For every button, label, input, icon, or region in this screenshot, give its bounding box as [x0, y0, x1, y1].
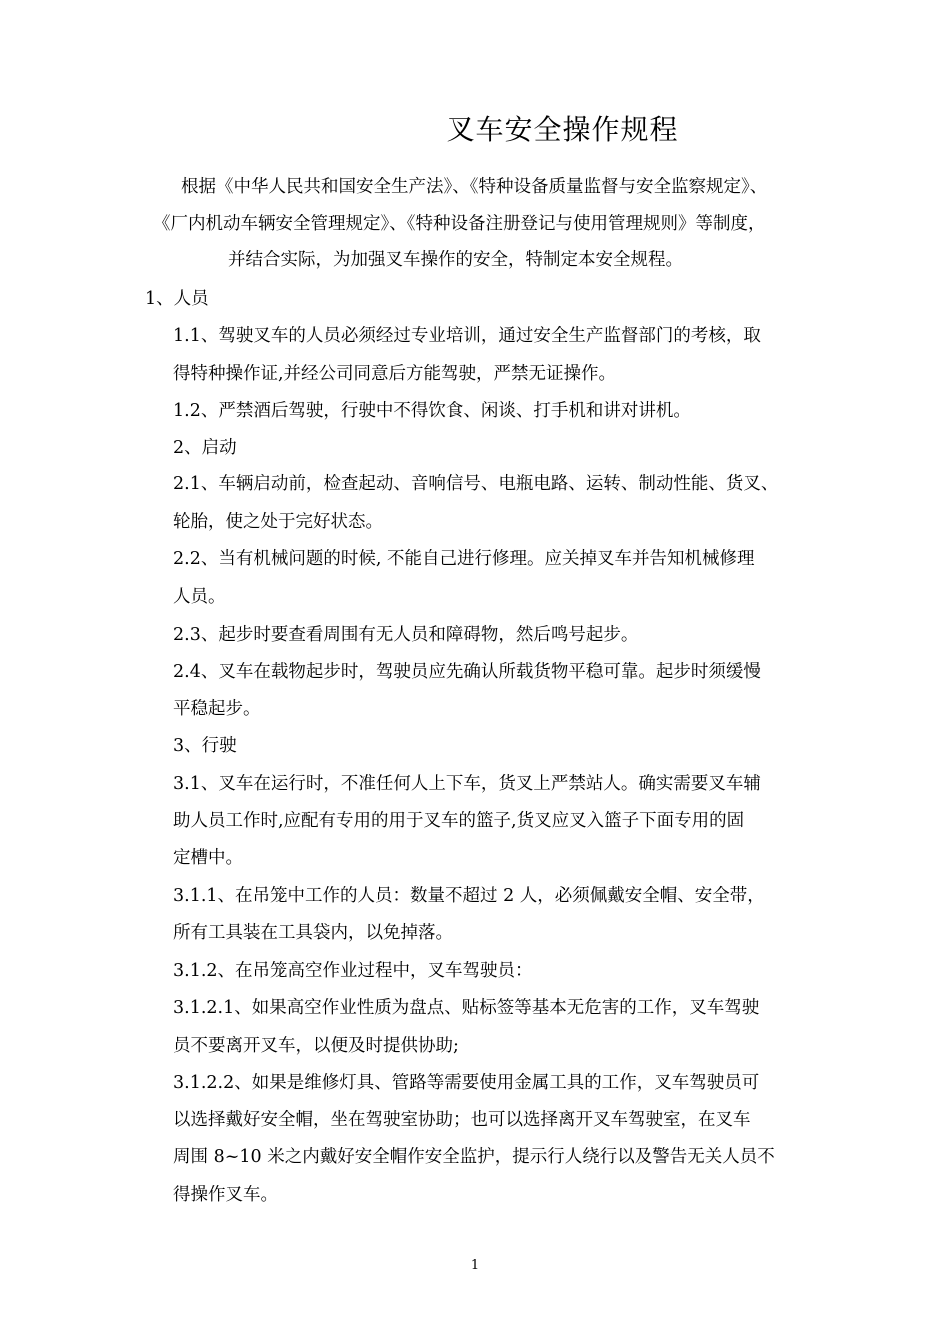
intro-line-2: 《厂内机动车辆安全管理规定》、《特种设备注册登记与使用管理规则》等制度，	[153, 214, 766, 234]
body-line: 所有工具装在工具袋内，以免掉落。	[173, 923, 453, 943]
body-line: 2.1、车辆启动前，检查起动、音响信号、电瓶电路、运转、制动性能、货叉、	[173, 474, 779, 494]
body-line: 3.1.2.2、如果是维修灯具、管路等需要使用金属工具的工作，叉车驾驶员可	[173, 1073, 760, 1093]
body-line: 平稳起步。	[173, 699, 261, 719]
body-line: 得操作叉车。	[173, 1185, 278, 1205]
body-line: 3.1.2、在吊笼高空作业过程中，叉车驾驶员：	[173, 961, 533, 981]
intro-line-3: 并结合实际，为加强叉车操作的安全，特制定本安全规程。	[228, 250, 683, 270]
body-line: 定槽中。	[173, 848, 243, 868]
body-line: 3.1.2.1、如果高空作业性质为盘点、贴标签等基本无危害的工作，叉车驾驶	[173, 998, 760, 1018]
document-title: 叉车安全操作规程	[446, 113, 679, 146]
body-line: 人员。	[173, 587, 226, 607]
body-line: 得特种操作证,并经公司同意后方能驾驶，严禁无证操作。	[173, 364, 617, 384]
page-number: 1	[470, 1258, 480, 1273]
body-line: 轮胎，使之处于完好状态。	[173, 512, 383, 532]
body-line: 以选择戴好安全帽，坐在驾驶室协助；也可以选择离开叉车驾驶室，在叉车	[173, 1110, 751, 1130]
section-heading-personnel: 1、人员	[145, 289, 209, 309]
body-line: 周围 8~10 米之内戴好安全帽作安全监护，提示行人绕行以及警告无关人员不	[173, 1147, 775, 1167]
body-line: 2.4、叉车在载物起步时，驾驶员应先确认所载货物平稳可靠。起步时须缓慢	[173, 662, 761, 682]
body-line: 助人员工作时,应配有专用的用于叉车的篮子,货叉应叉入篮子下面专用的固	[173, 811, 745, 831]
section-heading-startup: 2、启动	[173, 438, 237, 458]
body-line: 1.1、驾驶叉车的人员必须经过专业培训，通过安全生产监督部门的考核，取	[173, 326, 761, 346]
body-line: 员不要离开叉车，以便及时提供协助;	[173, 1036, 459, 1056]
section-heading-driving: 3、行驶	[173, 736, 237, 756]
body-line: 2.2、当有机械问题的时候, 不能自己进行修理。应关掉叉车并告知机械修理	[173, 549, 755, 569]
body-line: 1.2、严禁酒后驾驶，行驶中不得饮食、闲谈、打手机和讲对讲机。	[173, 401, 691, 421]
body-line: 3.1.1、在吊笼中工作的人员：数量不超过 2 人，必须佩戴安全帽、安全带，	[173, 886, 765, 906]
intro-line-1: 根据《中华人民共和国安全生产法》、《特种设备质量监督与安全监察规定》、	[181, 177, 768, 197]
body-line: 3.1、叉车在运行时，不准任何人上下车，货叉上严禁站人。确实需要叉车辅	[173, 774, 761, 794]
body-line: 2.3、起步时要查看周围有无人员和障碍物，然后鸣号起步。	[173, 625, 639, 645]
